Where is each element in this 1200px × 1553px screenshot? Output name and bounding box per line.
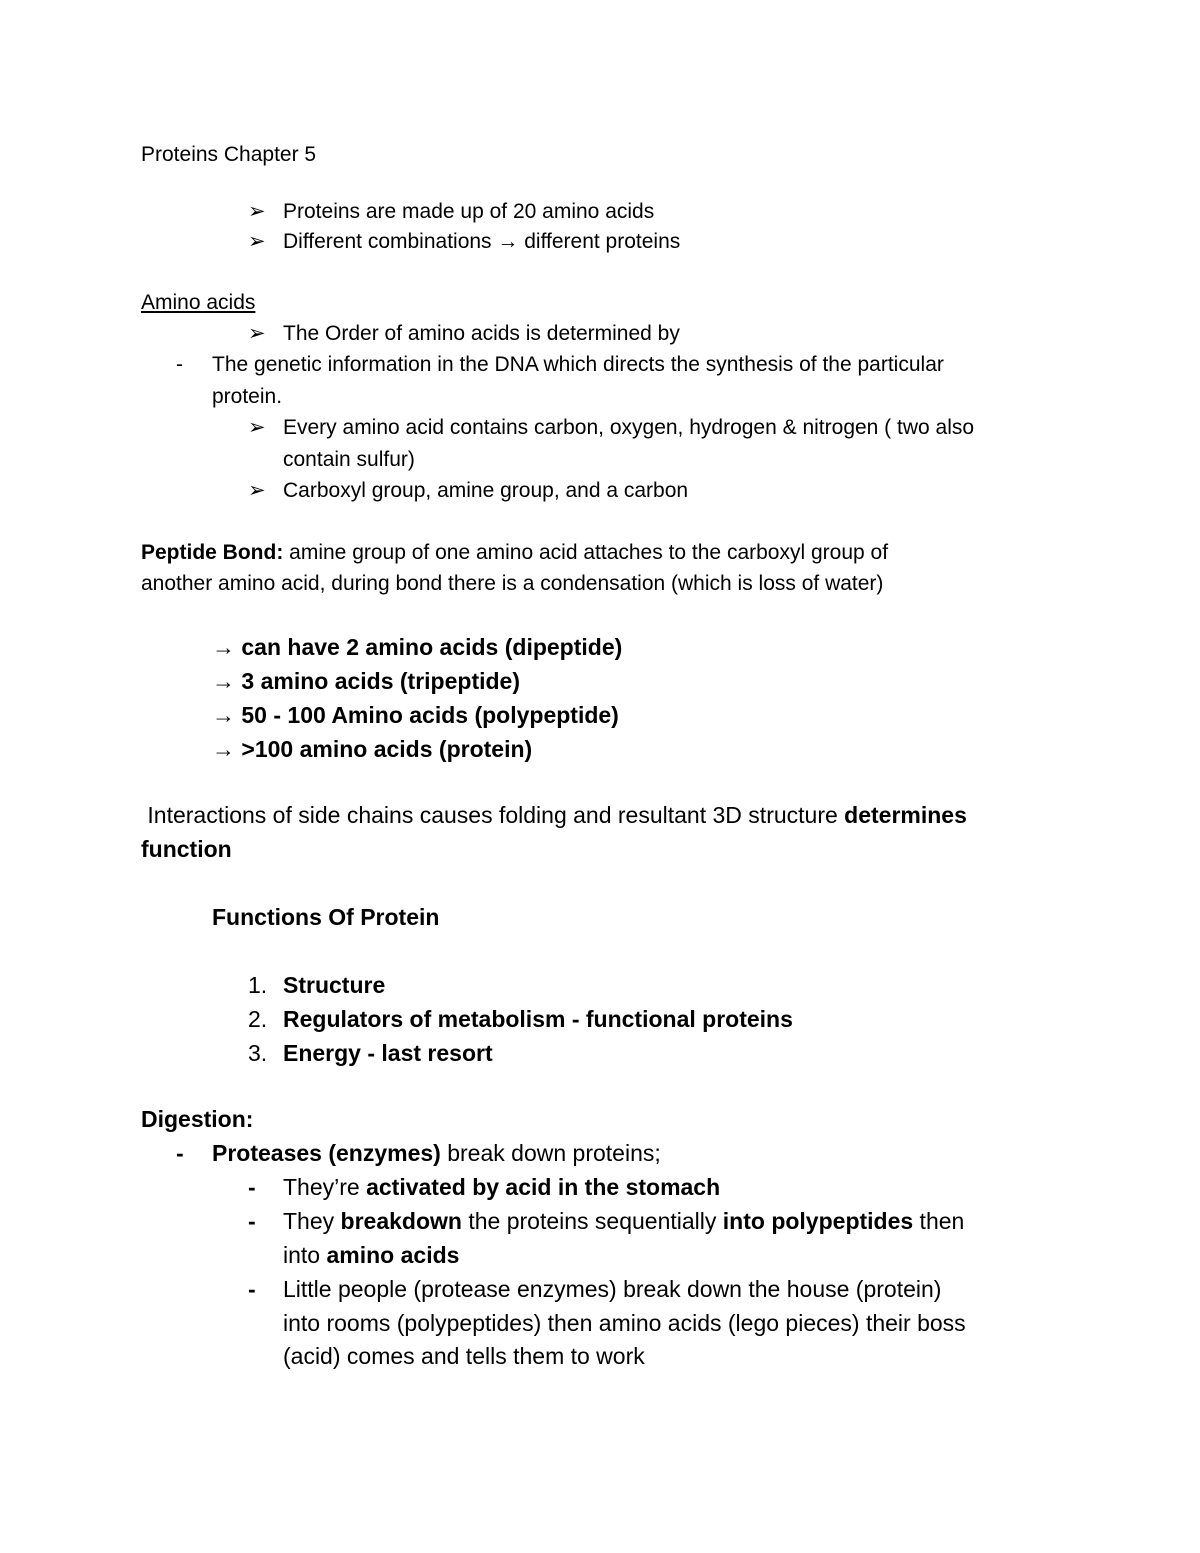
interactions-text: Interactions of side chains causes folding and resultant 3D structure: [141, 802, 845, 828]
order-bullet: The Order of amino acids is determined by: [283, 322, 680, 345]
breakdown-line-2: [283, 1244, 459, 1267]
into-pre: into: [283, 1242, 327, 1268]
dash-icon: -: [248, 1174, 256, 1200]
peptide-bond-label: Peptide Bond:: [141, 541, 284, 564]
peptide-bond-line-2: another amino acid, during bond there is a condensation (which is loss of water): [141, 572, 884, 595]
elements-line-2: contain sulfur): [283, 448, 415, 471]
digestion-heading: Digestion:: [141, 1106, 254, 1132]
groups-bullet: Carboxyl group, amine group, and a carbon: [283, 479, 689, 502]
chain-tripeptide: → 3 amino acids (tripeptide): [212, 668, 520, 694]
proteases-text: break down proteins;: [440, 1140, 661, 1166]
chain-polypeptide: → 50 - 100 Amino acids (polypeptide): [212, 702, 619, 728]
bullet-arrow-icon: ➢: [248, 200, 266, 223]
interactions-line-1: [141, 804, 967, 827]
interactions-bold: determines: [844, 802, 967, 828]
breakdown-bold-2: into polypeptides: [722, 1208, 914, 1234]
dash-icon: -: [176, 353, 183, 376]
breakdown-bold: breakdown: [340, 1208, 462, 1234]
amino-acids-heading: Amino acids: [141, 291, 256, 314]
peptide-bond-text: amine group of one amino acid attaches to the carboxyl group of: [283, 541, 889, 564]
activated-line: [283, 1176, 720, 1199]
dash-icon: -: [176, 1140, 184, 1166]
analogy-line-1: Little people (protease enzymes) break down the house (protein): [283, 1276, 942, 1302]
bullet-arrow-icon: ➢: [248, 416, 266, 439]
activated-text: They’re: [283, 1174, 367, 1200]
breakdown-post: then: [913, 1208, 965, 1234]
intro-bullet-1: Proteins are made up of 20 amino acids: [283, 200, 655, 223]
peptide-bond-line-1: [141, 542, 888, 563]
chain-protein: → >100 amino acids (protein): [212, 736, 533, 762]
functions-number-3: 3.: [248, 1040, 268, 1066]
analogy-line-2: into rooms (polypeptides) then amino acids (lego pieces) their boss: [283, 1310, 966, 1336]
dna-line-1: The genetic information in the DNA which directs the synthesis of the particular: [212, 353, 944, 376]
functions-number-2: 2.: [248, 1006, 268, 1032]
functions-item-2: Regulators of metabolism - functional proteins: [283, 1006, 793, 1032]
analogy-line-3: (acid) comes and tells them to work: [283, 1343, 645, 1369]
bullet-arrow-icon: ➢: [248, 322, 266, 345]
functions-number-1: 1.: [248, 972, 268, 998]
bullet-arrow-icon: ➢: [248, 230, 266, 253]
intro-bullet-2: Different combinations → different proteins: [283, 230, 681, 253]
breakdown-mid: the proteins sequentially: [461, 1208, 723, 1234]
breakdown-line-1: [283, 1210, 964, 1233]
document-title: Proteins Chapter 5: [141, 143, 317, 166]
elements-line-1: Every amino acid contains carbon, oxygen, hydrogen & nitrogen ( two also: [283, 416, 975, 439]
chain-dipeptide: → can have 2 amino acids (dipeptide): [212, 634, 623, 660]
functions-heading: Functions Of Protein: [212, 904, 440, 930]
breakdown-pre: They: [283, 1208, 341, 1234]
functions-item-3: Energy - last resort: [283, 1040, 493, 1066]
dna-line-2: protein.: [212, 385, 283, 408]
dash-icon: -: [248, 1276, 256, 1302]
dash-icon: -: [248, 1208, 256, 1234]
functions-item-1: Structure: [283, 972, 386, 998]
proteases-bold: Proteases (enzymes): [212, 1140, 441, 1166]
into-bold: amino acids: [326, 1242, 460, 1268]
proteases-line: [212, 1142, 661, 1165]
activated-bold: activated by acid in the stomach: [366, 1174, 721, 1200]
interactions-line-2: function: [141, 836, 232, 862]
bullet-arrow-icon: ➢: [248, 479, 266, 502]
